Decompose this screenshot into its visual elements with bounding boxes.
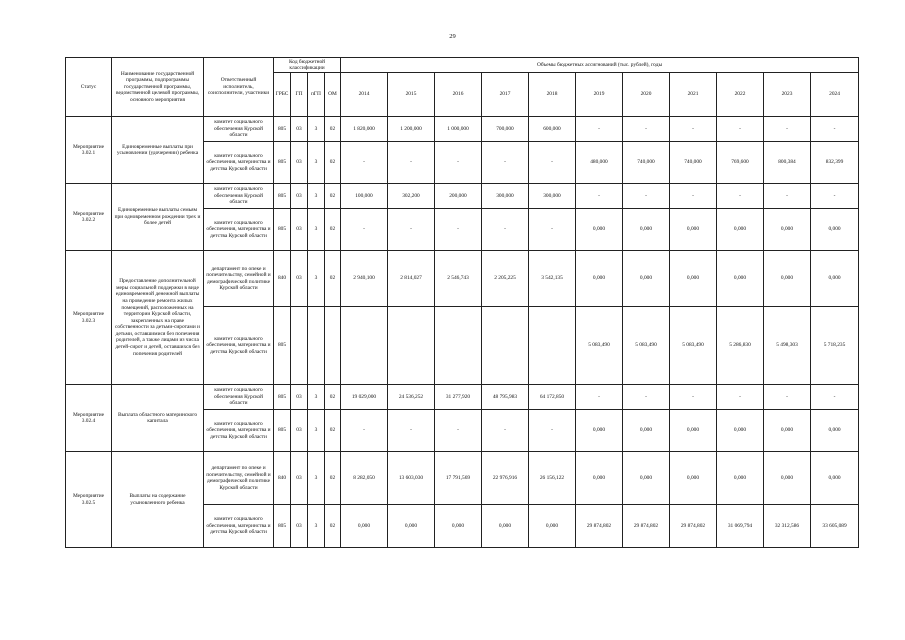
value-cell: 3 542,135	[529, 251, 576, 307]
table-body	[66, 117, 859, 548]
value-cell: 2 814,027	[388, 251, 435, 307]
value-cell: -	[811, 385, 859, 410]
value-cell: 800,384	[764, 142, 811, 184]
value-cell: 2 940,100	[341, 251, 388, 307]
value-cell: 0,000	[670, 410, 717, 452]
name-cell: Единовременные выплаты семьям при одновременном рождении трех и более детей	[112, 184, 204, 251]
executor-cell: комитет социального обеспечения, материнства и детства Курской области	[204, 505, 274, 548]
status-cell: Мероприятие 3.02.1	[66, 117, 112, 184]
code-cell	[325, 307, 341, 385]
code-cell: 3	[308, 142, 325, 184]
value-cell: 0,000	[811, 410, 859, 452]
header-code-0: ГРБС	[274, 73, 291, 117]
value-cell: 64 172,850	[529, 385, 576, 410]
code-cell: 02	[325, 505, 341, 548]
code-cell: 805	[274, 117, 291, 142]
executor-cell: комитет социального обеспечения, материнства и детства Курской области	[204, 209, 274, 251]
value-cell: 0,000	[482, 505, 529, 548]
code-cell: 02	[325, 251, 341, 307]
code-cell: 02	[325, 452, 341, 505]
value-cell: -	[482, 142, 529, 184]
value-cell: -	[576, 184, 623, 209]
value-cell: 31 277,920	[435, 385, 482, 410]
value-cell: -	[811, 117, 859, 142]
budget-table	[65, 57, 859, 548]
header-row	[66, 58, 859, 73]
value-cell: 0,000	[576, 251, 623, 307]
value-cell: 300,000	[529, 184, 576, 209]
value-cell: -	[576, 117, 623, 142]
value-cell: 33 605,089	[811, 505, 859, 548]
code-cell: 02	[325, 117, 341, 142]
value-cell: 0,000	[764, 209, 811, 251]
value-cell: 300,000	[482, 184, 529, 209]
executor-cell: комитет социального обеспечения, материнства и детства Курской области	[204, 307, 274, 385]
value-cell: 0,000	[576, 410, 623, 452]
name-cell: Выплата областного материнского капитала	[112, 385, 204, 452]
value-cell: -	[482, 209, 529, 251]
code-cell: 02	[325, 209, 341, 251]
header-executor: Ответственный исполнитель, соисполнители, участники	[204, 58, 274, 117]
executor-cell: комитет социального обеспечения, материнства и детства Курской области	[204, 142, 274, 184]
value-cell: 0,000	[811, 209, 859, 251]
header-year-2020: 2020	[623, 73, 670, 117]
code-cell: 03	[291, 117, 308, 142]
status-cell: Мероприятие 3.02.3	[66, 251, 112, 385]
code-cell: 03	[291, 410, 308, 452]
code-cell: 840	[274, 452, 291, 505]
value-cell: 29 874,802	[623, 505, 670, 548]
value-cell: 769,600	[717, 142, 764, 184]
value-cell: 0,000	[811, 251, 859, 307]
value-cell: -	[811, 184, 859, 209]
header-year-2021: 2021	[670, 73, 717, 117]
value-cell	[529, 307, 576, 385]
value-cell: -	[341, 209, 388, 251]
value-cell: -	[388, 410, 435, 452]
value-cell: 0,000	[717, 410, 764, 452]
code-cell: 03	[291, 385, 308, 410]
header-year-2019: 2019	[576, 73, 623, 117]
value-cell: 0,000	[623, 251, 670, 307]
value-cell	[435, 307, 482, 385]
value-cell: 2 205,225	[482, 251, 529, 307]
code-cell: 02	[325, 385, 341, 410]
value-cell: -	[764, 385, 811, 410]
code-cell: 805	[274, 142, 291, 184]
value-cell: 0,000	[717, 251, 764, 307]
code-cell: 03	[291, 505, 308, 548]
header-year-2024: 2024	[811, 73, 859, 117]
value-cell: 740,000	[623, 142, 670, 184]
value-cell: 0,000	[388, 505, 435, 548]
value-cell: 1 000,000	[435, 117, 482, 142]
value-cell: -	[388, 209, 435, 251]
table-row	[66, 184, 859, 209]
header-code-3: ОМ	[325, 73, 341, 117]
value-cell	[388, 307, 435, 385]
value-cell: -	[670, 117, 717, 142]
value-cell: 832,399	[811, 142, 859, 184]
value-cell: 1 820,000	[341, 117, 388, 142]
table-row	[66, 385, 859, 410]
value-cell: -	[341, 410, 388, 452]
value-cell: 31 069,794	[717, 505, 764, 548]
header-year-2015: 2015	[388, 73, 435, 117]
header-year-2016: 2016	[435, 73, 482, 117]
value-cell: 0,000	[529, 505, 576, 548]
value-cell: -	[435, 410, 482, 452]
code-cell: 805	[274, 184, 291, 209]
value-cell: -	[529, 142, 576, 184]
value-cell: -	[717, 385, 764, 410]
value-cell: 5 083,490	[576, 307, 623, 385]
value-cell: 0,000	[717, 452, 764, 505]
value-cell: 700,000	[482, 117, 529, 142]
value-cell: 5 083,490	[623, 307, 670, 385]
value-cell: 0,000	[623, 452, 670, 505]
code-cell: 805	[274, 209, 291, 251]
table-row	[66, 452, 859, 505]
value-cell: 0,000	[623, 209, 670, 251]
value-cell: 17 791,569	[435, 452, 482, 505]
value-cell: 302,200	[388, 184, 435, 209]
value-cell: -	[435, 209, 482, 251]
value-cell: 600,000	[529, 117, 576, 142]
value-cell: 740,000	[670, 142, 717, 184]
value-cell: -	[341, 142, 388, 184]
name-cell: Единовременные выплаты при усыновлении (удочерении) ребенка	[112, 117, 204, 184]
value-cell: 100,000	[341, 184, 388, 209]
header-name: Наименование государственной программы, подпрограммы государственной программы, ведомственной целевой программы, основного мероприятия	[112, 58, 204, 117]
header-volumes: Объемы бюджетных ассигнований (тыс. рублей), годы	[341, 58, 859, 73]
value-cell: 29 874,802	[670, 505, 717, 548]
code-cell: 03	[291, 251, 308, 307]
value-cell: -	[717, 117, 764, 142]
code-cell: 805	[274, 385, 291, 410]
code-cell: 3	[308, 184, 325, 209]
value-cell: 0,000	[764, 410, 811, 452]
code-cell: 3	[308, 385, 325, 410]
header-code-2: пГП	[308, 73, 325, 117]
value-cell: 200,000	[435, 184, 482, 209]
code-cell: 3	[308, 410, 325, 452]
code-cell: 805	[274, 505, 291, 548]
executor-cell: департамент по опеке и попечительству, семейной и демографической политике Курской области	[204, 452, 274, 505]
header-year-2022: 2022	[717, 73, 764, 117]
executor-cell: департамент по опеке и попечительству, семейной и демографической политике Курской области	[204, 251, 274, 307]
value-cell: 0,000	[576, 452, 623, 505]
value-cell: -	[576, 385, 623, 410]
code-cell	[291, 307, 308, 385]
value-cell: -	[670, 385, 717, 410]
value-cell: -	[623, 184, 670, 209]
value-cell: 0,000	[670, 452, 717, 505]
value-cell: 22 976,916	[482, 452, 529, 505]
value-cell: -	[670, 184, 717, 209]
value-cell	[341, 307, 388, 385]
value-cell: -	[764, 184, 811, 209]
value-cell: -	[623, 385, 670, 410]
value-cell: 5 718,235	[811, 307, 859, 385]
code-cell: 03	[291, 142, 308, 184]
header-year-2018: 2018	[529, 73, 576, 117]
executor-cell: комитет социального обеспечения Курской области	[204, 385, 274, 410]
value-cell: 0,000	[435, 505, 482, 548]
table-row	[66, 251, 859, 307]
header-year-2017: 2017	[482, 73, 529, 117]
code-cell: 3	[308, 452, 325, 505]
value-cell: 0,000	[623, 410, 670, 452]
code-cell: 03	[291, 184, 308, 209]
value-cell: -	[529, 209, 576, 251]
value-cell: 5 498,303	[764, 307, 811, 385]
value-cell: 0,000	[576, 209, 623, 251]
value-cell: 0,000	[670, 251, 717, 307]
value-cell: 0,000	[717, 209, 764, 251]
value-cell: -	[435, 142, 482, 184]
value-cell: -	[388, 142, 435, 184]
code-cell: 805	[274, 307, 291, 385]
code-cell	[308, 307, 325, 385]
value-cell: 5 083,490	[670, 307, 717, 385]
value-cell: 48 795,983	[482, 385, 529, 410]
value-cell	[482, 307, 529, 385]
value-cell: -	[764, 117, 811, 142]
status-cell: Мероприятие 3.02.5	[66, 452, 112, 548]
code-cell: 3	[308, 117, 325, 142]
code-cell: 03	[291, 209, 308, 251]
executor-cell: комитет социального обеспечения, материнства и детства Курской области	[204, 410, 274, 452]
value-cell: -	[529, 410, 576, 452]
code-cell: 3	[308, 505, 325, 548]
value-cell: 0,000	[764, 251, 811, 307]
value-cell: -	[482, 410, 529, 452]
table-row	[66, 117, 859, 142]
value-cell: 5 286,830	[717, 307, 764, 385]
value-cell: -	[623, 117, 670, 142]
header-year-2014: 2014	[341, 73, 388, 117]
value-cell: 0,000	[341, 505, 388, 548]
status-cell: Мероприятие 3.02.4	[66, 385, 112, 452]
header-code-1: ГП	[291, 73, 308, 117]
value-cell: 0,000	[670, 209, 717, 251]
value-cell: 0,000	[764, 452, 811, 505]
code-cell: 02	[325, 142, 341, 184]
code-cell: 03	[291, 452, 308, 505]
header-budget-code: Код бюджетной классификации	[274, 58, 341, 73]
code-cell: 02	[325, 410, 341, 452]
value-cell: 0,000	[811, 452, 859, 505]
name-cell: Выплаты на содержание усыновленного ребенка	[112, 452, 204, 548]
status-cell: Мероприятие 3.02.2	[66, 184, 112, 251]
code-cell: 805	[274, 410, 291, 452]
name-cell: Предоставление дополнительной меры социальной поддержки в виде единовременной денежной выплаты на проведение ремонта жилых помещений, расположенных на территории Курской области, закрепленных на праве собственности за детьми-сиротами и детьми, оставшимися без попечения родителей, а также лицами из числа детей-сирот и детей, оставшихся без попечения родителей	[112, 251, 204, 385]
page-number: 29	[449, 33, 456, 40]
value-cell: 32 312,586	[764, 505, 811, 548]
value-cell: 2 546,743	[435, 251, 482, 307]
code-cell: 3	[308, 251, 325, 307]
code-cell: 3	[308, 209, 325, 251]
value-cell: -	[717, 184, 764, 209]
code-cell: 02	[325, 184, 341, 209]
value-cell: 480,000	[576, 142, 623, 184]
value-cell: 13 603,030	[388, 452, 435, 505]
code-cell: 840	[274, 251, 291, 307]
value-cell: 29 874,802	[576, 505, 623, 548]
value-cell: 8 282,050	[341, 452, 388, 505]
executor-cell: комитет социального обеспечения Курской области	[204, 184, 274, 209]
value-cell: 1 200,000	[388, 117, 435, 142]
header-year-2023: 2023	[764, 73, 811, 117]
value-cell: 19 029,000	[341, 385, 388, 410]
header-status: Статус	[66, 58, 112, 117]
executor-cell: комитет социального обеспечения Курской области	[204, 117, 274, 142]
value-cell: 24 536,252	[388, 385, 435, 410]
value-cell: 26 156,122	[529, 452, 576, 505]
